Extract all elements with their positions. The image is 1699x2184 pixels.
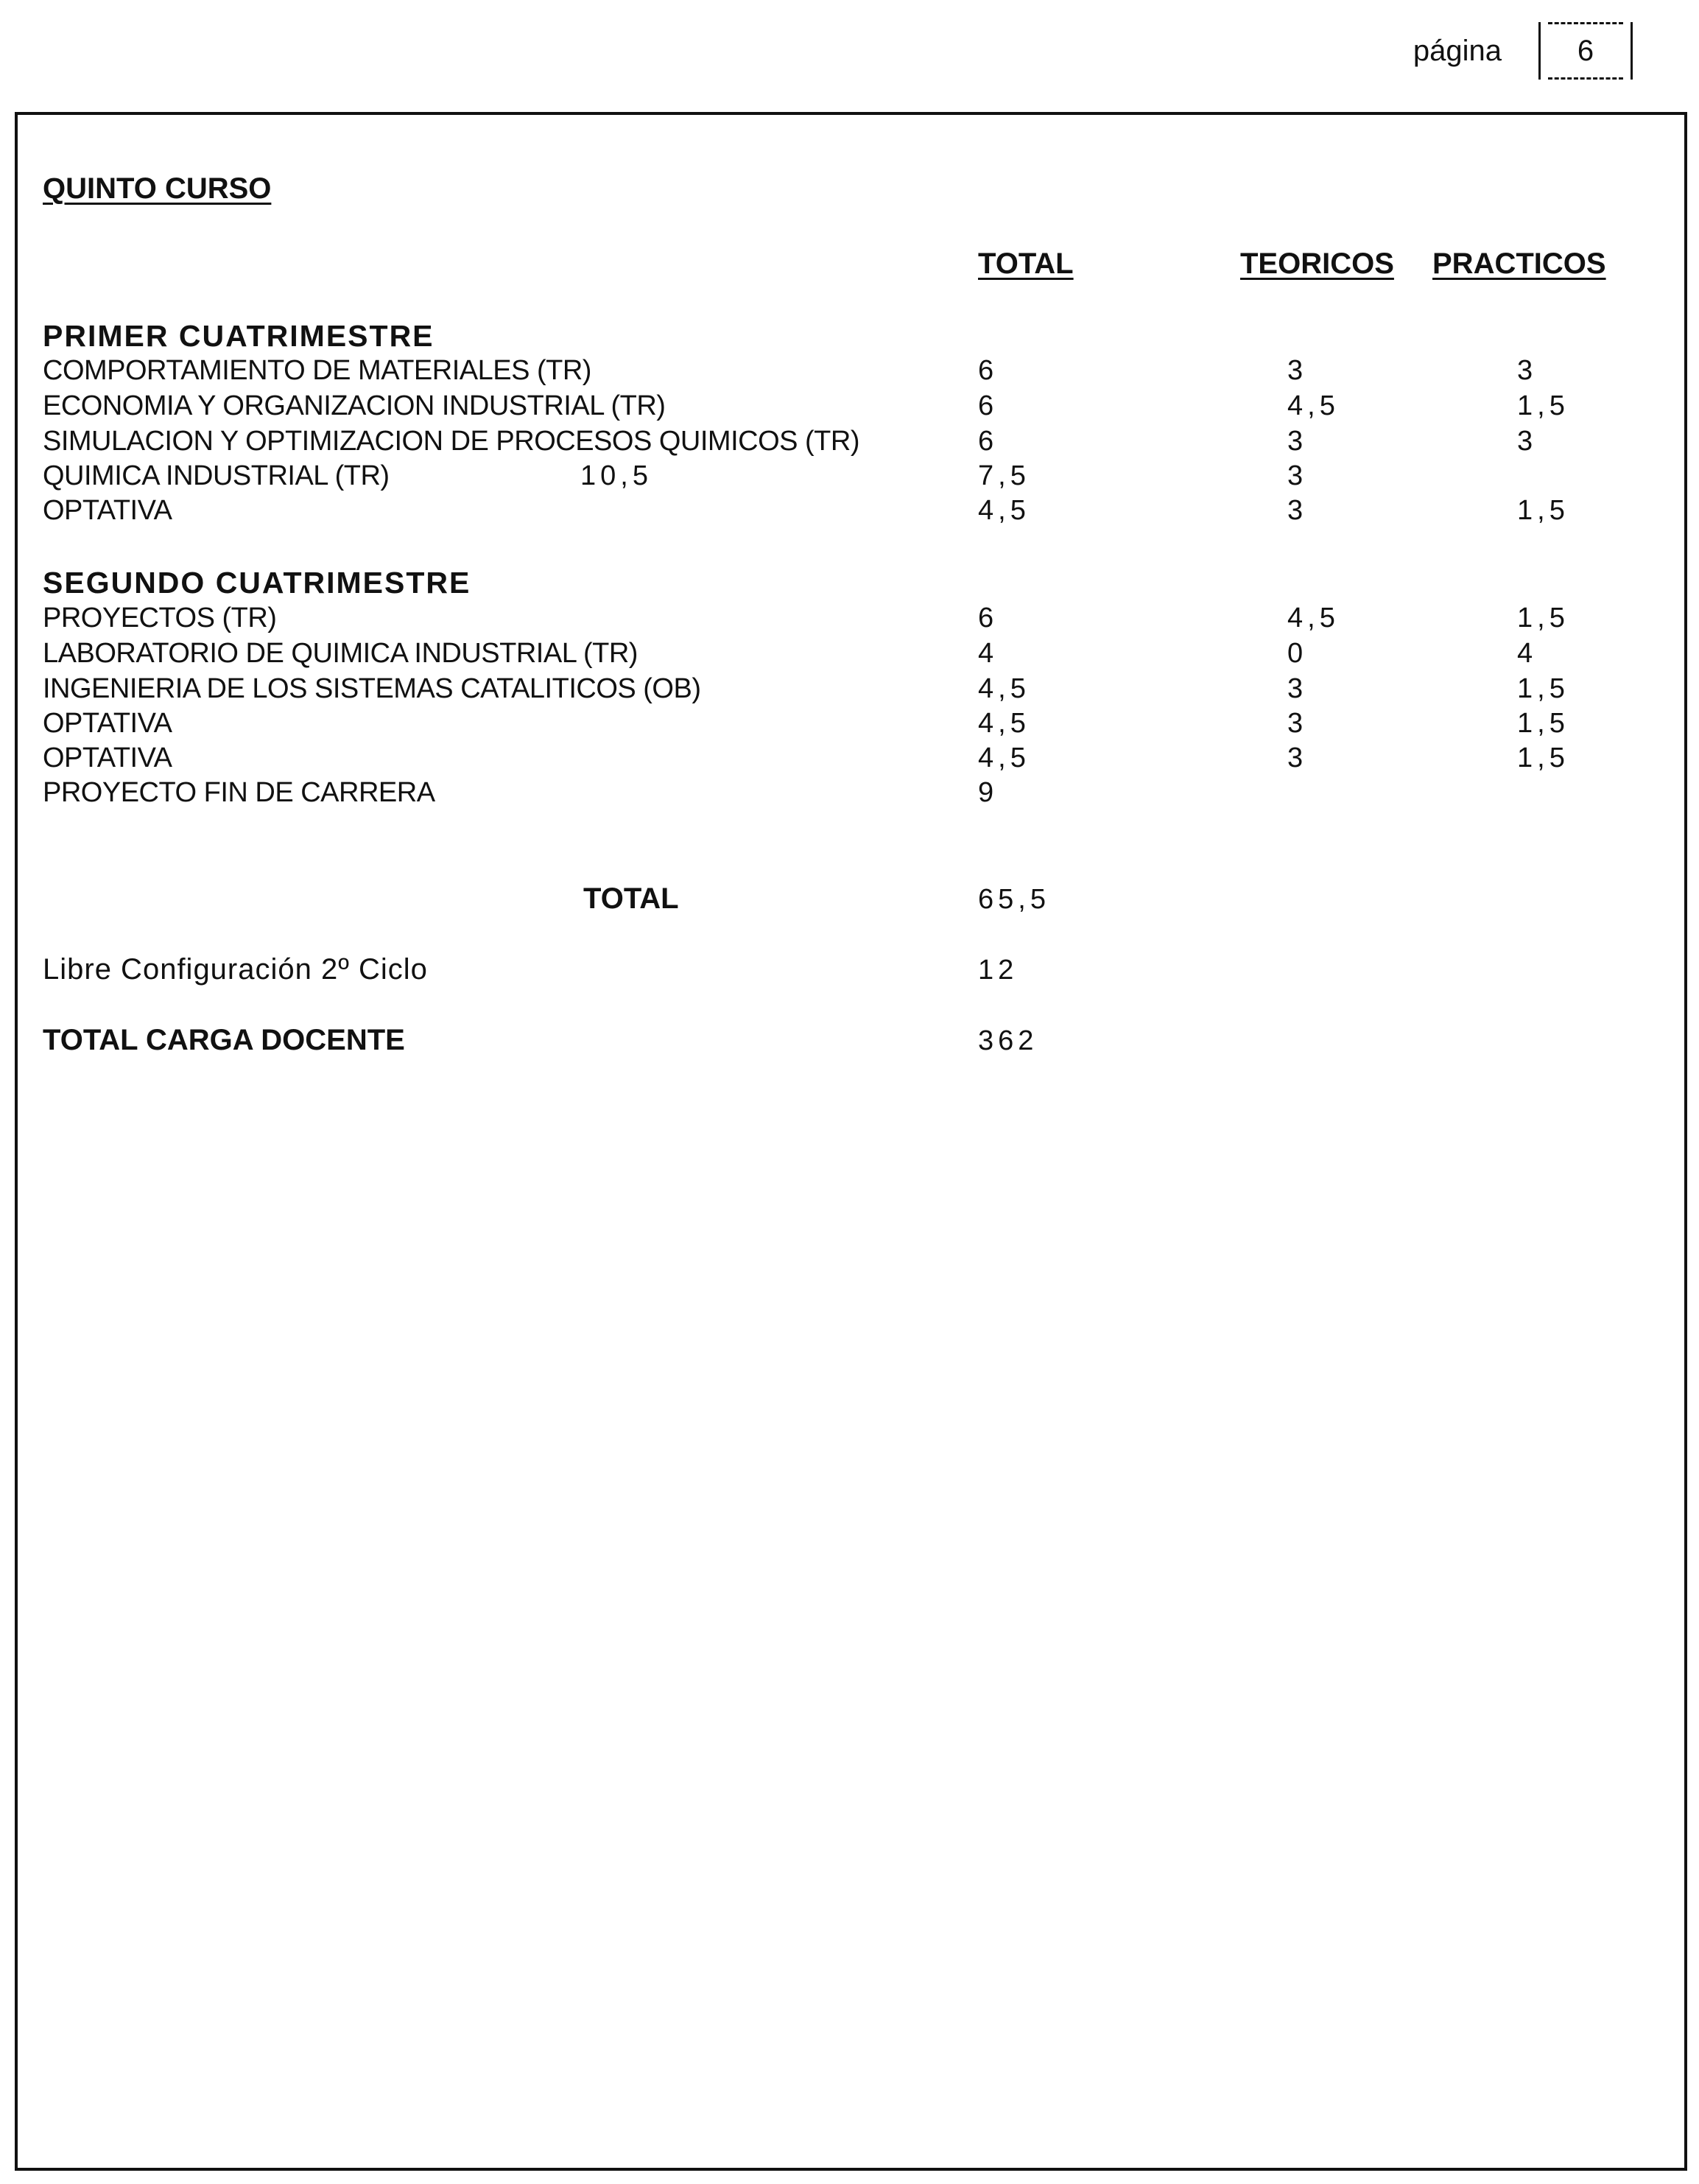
- teoricos-value: 4,5: [1287, 603, 1340, 633]
- subject-label: OPTATIVA: [43, 495, 172, 526]
- subject-label: ECONOMIA Y ORGANIZACION INDUSTRIAL (TR): [43, 390, 666, 421]
- extra-value: 10,5: [580, 460, 652, 491]
- column-header-total: TOTAL: [978, 247, 1074, 280]
- libre-configuracion-value: 12: [978, 955, 1019, 986]
- column-header-practicos: PRACTICOS: [1432, 247, 1606, 280]
- subject-label: COMPORTAMIENTO DE MATERIALES (TR): [43, 355, 591, 386]
- total-value: 4,5: [978, 495, 1030, 526]
- subject-label: PROYECTO FIN DE CARRERA: [43, 777, 435, 808]
- practicos-value: 1,5: [1517, 603, 1569, 633]
- practicos-value: 1,5: [1517, 708, 1569, 739]
- subject-label: OPTATIVA: [43, 742, 172, 773]
- page-label: página: [1413, 34, 1502, 67]
- total-value: 4,5: [978, 673, 1030, 704]
- total-value: 6: [978, 355, 999, 386]
- semester-title-primer: PRIMER CUATRIMESTRE: [43, 319, 435, 353]
- subject-label: PROYECTOS (TR): [43, 603, 277, 633]
- semester-title-segundo: SEGUNDO CUATRIMESTRE: [43, 566, 471, 600]
- teoricos-value: 3: [1287, 460, 1308, 491]
- total-value: 9: [978, 777, 999, 808]
- total-carga-docente-label: TOTAL CARGA DOCENTE: [43, 1024, 405, 1056]
- subject-label: QUIMICA INDUSTRIAL (TR): [43, 460, 390, 491]
- libre-configuracion-label: Libre Configuración 2º Ciclo: [43, 953, 428, 986]
- total-value: 4,5: [978, 742, 1030, 773]
- teoricos-value: 3: [1287, 426, 1308, 457]
- subject-label: LABORATORIO DE QUIMICA INDUSTRIAL (TR): [43, 638, 638, 669]
- section-title: QUINTO CURSO: [43, 172, 272, 205]
- total-value: 4: [978, 638, 999, 669]
- practicos-value: 1,5: [1517, 390, 1569, 421]
- teoricos-value: 4,5: [1287, 390, 1340, 421]
- page-header: [1413, 22, 1633, 80]
- subject-label: INGENIERIA DE LOS SISTEMAS CATALITICOS (OB): [43, 673, 701, 704]
- practicos-value: 4: [1517, 638, 1538, 669]
- teoricos-value: 3: [1287, 673, 1308, 704]
- total-label: TOTAL: [583, 882, 679, 915]
- practicos-value: 1,5: [1517, 495, 1569, 526]
- total-value: 6: [978, 390, 999, 421]
- practicos-value: 3: [1517, 355, 1538, 386]
- teoricos-value: 0: [1287, 638, 1308, 669]
- practicos-value: 3: [1517, 426, 1538, 457]
- column-header-teoricos: TEORICOS: [1240, 247, 1394, 280]
- total-value: 6: [978, 603, 999, 633]
- teoricos-value: 3: [1287, 355, 1308, 386]
- practicos-value: 1,5: [1517, 742, 1569, 773]
- subject-label: SIMULACION Y OPTIMIZACION DE PROCESOS QUIMICOS (TR): [43, 426, 859, 457]
- page-number: 6: [1577, 34, 1594, 67]
- total-sum-value: 65,5: [978, 884, 1050, 915]
- total-value: 4,5: [978, 708, 1030, 739]
- teoricos-value: 3: [1287, 495, 1308, 526]
- subject-label: OPTATIVA: [43, 708, 172, 739]
- teoricos-value: 3: [1287, 708, 1308, 739]
- document-frame: [15, 112, 1687, 2171]
- practicos-value: 1,5: [1517, 673, 1569, 704]
- total-value: 7,5: [978, 460, 1030, 491]
- total-value: 6: [978, 426, 999, 457]
- total-carga-docente-value: 362: [978, 1025, 1038, 1056]
- page-number-box: [1538, 22, 1633, 80]
- teoricos-value: 3: [1287, 742, 1308, 773]
